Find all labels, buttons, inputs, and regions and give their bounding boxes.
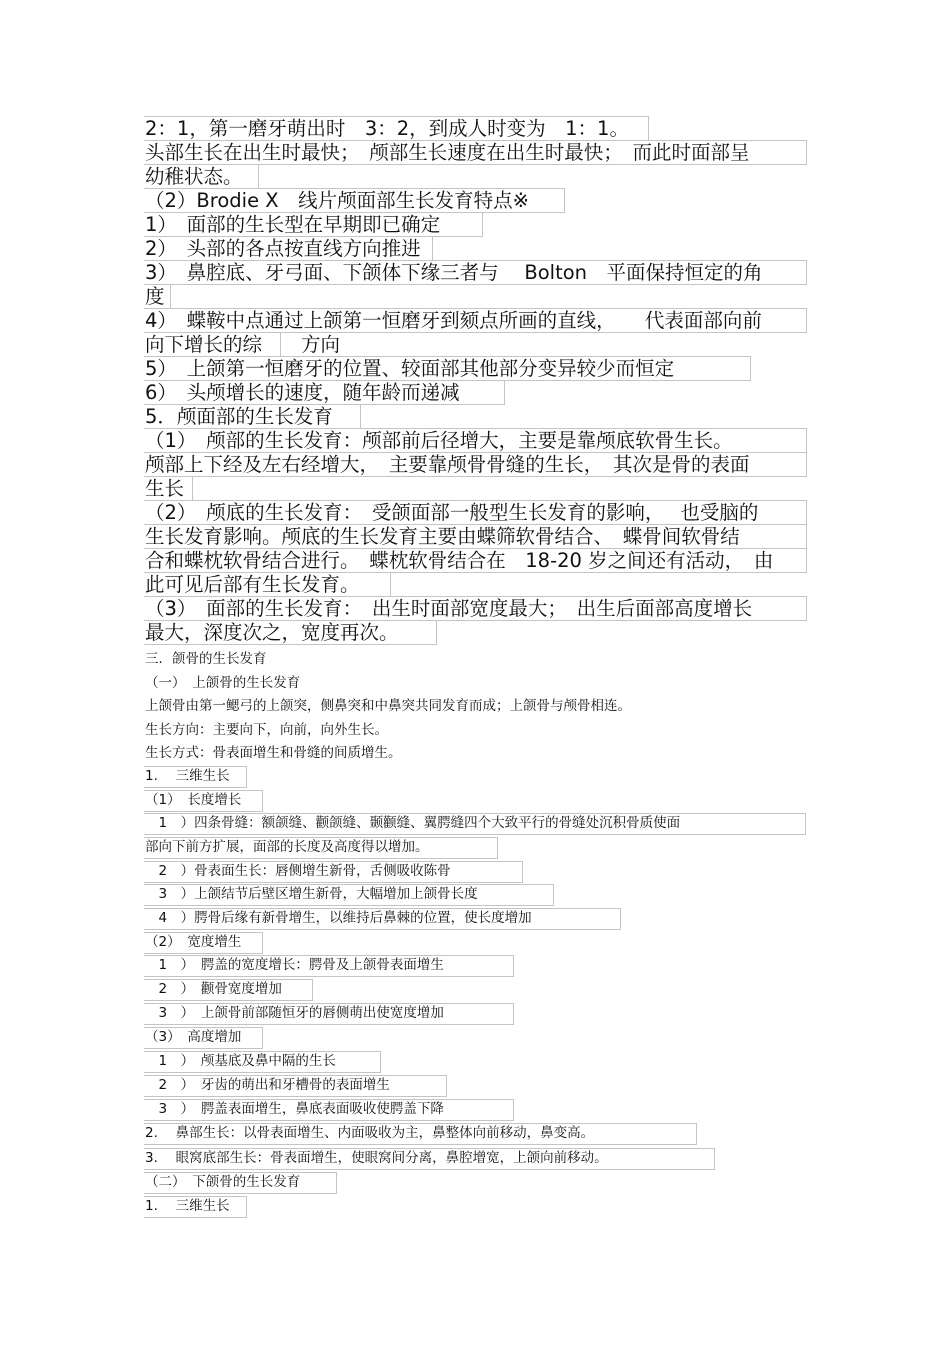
text-line: 1 ）四条骨缝：额颌缝、颧颌缝、颞颧缝、翼腭缝四个大致平行的骨缝处沉积骨质使面 [145,815,681,831]
text-line: 头部生长在出生时最快； 颅部生长速度在出生时最快； 而此时面部呈 [145,141,750,164]
text-line: 部向下前方扩展，面部的长度及高度得以增加。 [145,839,429,855]
text-line: 幼稚状态。 [145,165,243,188]
text-line: （1） 颅部的生长发育：颅部前后径增大，主要是靠颅底软骨生长。 [145,429,733,452]
text-line: 3 ）上颌结节后壁区增生新骨，大幅增加上颌骨长度 [145,886,478,902]
text-line: 1 ） 颅基底及鼻中隔的生长 [145,1053,336,1069]
text-line: 度 [145,285,165,308]
text-line: 5．颅面部的生长发育 [145,405,333,428]
text-line: 1. 三维生长 [145,768,230,784]
text-line: 合和蝶枕软骨结合进行。 蝶枕软骨结合在 18-20 岁之间还有活动， 由 [145,549,774,572]
text-line: 2 ）骨表面生长：唇侧增生新骨，舌侧吸收陈骨 [145,863,451,879]
text-line: 3. 眼窝底部生长：骨表面增生，使眼窝间分离，鼻腔增宽，上颌向前移动。 [145,1150,608,1166]
text-line: 4 ）腭骨后缘有新骨增生，以维持后鼻棘的位置，使长度增加 [145,910,532,926]
text-line: 2 ） 牙齿的萌出和牙槽骨的表面增生 [145,1077,390,1093]
text-line: （3） 高度增加 [145,1029,242,1045]
text-line: 4） 蝶鞍中点通过上颌第一恒磨牙到颏点所画的直线， 代表面部向前 [145,309,762,332]
text-line: 2：1，第一磨牙萌出时 3：2，到成人时变为 1：1。 [145,117,629,140]
text-line: 2 ） 颧骨宽度增加 [145,981,282,997]
text-line: 3 ） 上颌骨前部随恒牙的唇侧萌出使宽度增加 [145,1005,444,1021]
text-line: 3 ） 腭盖表面增生，鼻底表面吸收使腭盖下降 [145,1101,444,1117]
text-line: 3） 鼻腔底、牙弓面、下颌体下缘三者与 Bolton 平面保持恒定的角 [145,261,763,284]
text-line: 此可见后部有生长发育。 [145,573,360,596]
text-line: 生长发育影响。颅底的生长发育主要由蝶筛软骨结合、 蝶骨间软骨结 [145,525,740,548]
text-line: 生长方向：主要向下，向前，向外生长。 [145,722,388,738]
text-line: （3） 面部的生长发育： 出生时面部宽度最大； 出生后面部高度增长 [145,597,753,620]
text-line: 颅部上下经及左右经增大， 主要靠颅骨骨缝的生长， 其次是骨的表面 [145,453,750,476]
text-line: 1 ） 腭盖的宽度增长：腭骨及上颌骨表面增生 [145,957,444,973]
text-line: 最大，深度次之，宽度再次。 [145,621,399,644]
text-line: 1） 面部的生长型在早期即已确定 [145,213,441,236]
text-line: （2） 颅底的生长发育： 受颌面部一般型生长发育的影响， 也受脑的 [145,501,759,524]
text-line: 生长方式：骨表面增生和骨缝的间质增生。 [145,745,402,761]
text-line: （二） 下颌骨的生长发育 [145,1174,301,1190]
text-line: 6） 头颅增长的速度，随年龄而递减 [145,381,460,404]
text-line: 2） 头部的各点按直线方向推进 [145,237,421,260]
text-line: （一） 上颌骨的生长发育 [145,675,301,691]
text-line: 生长 [145,477,185,500]
text-line: 上颌骨由第一鳃弓的上颌突，侧鼻突和中鼻突共同发育而成；上颌骨与颅骨相连。 [145,698,631,714]
text-line: （2）Brodie X 线片颅面部生长发育特点※ [145,189,529,212]
text-line: 5） 上颌第一恒磨牙的位置、较面部其他部分变异较少而恒定 [145,357,675,380]
text-line: 1. 三维生长 [145,1198,230,1214]
text-line: 2. 鼻部生长：以骨表面增生、内面吸收为主，鼻整体向前移动，鼻变高。 [145,1125,595,1141]
text-line: 向下增长的综 方向 [145,333,341,356]
text-line: 三．颌骨的生长发育 [145,651,267,667]
text-line: （2） 宽度增生 [145,934,242,950]
text-line: （1） 长度增长 [145,792,242,808]
